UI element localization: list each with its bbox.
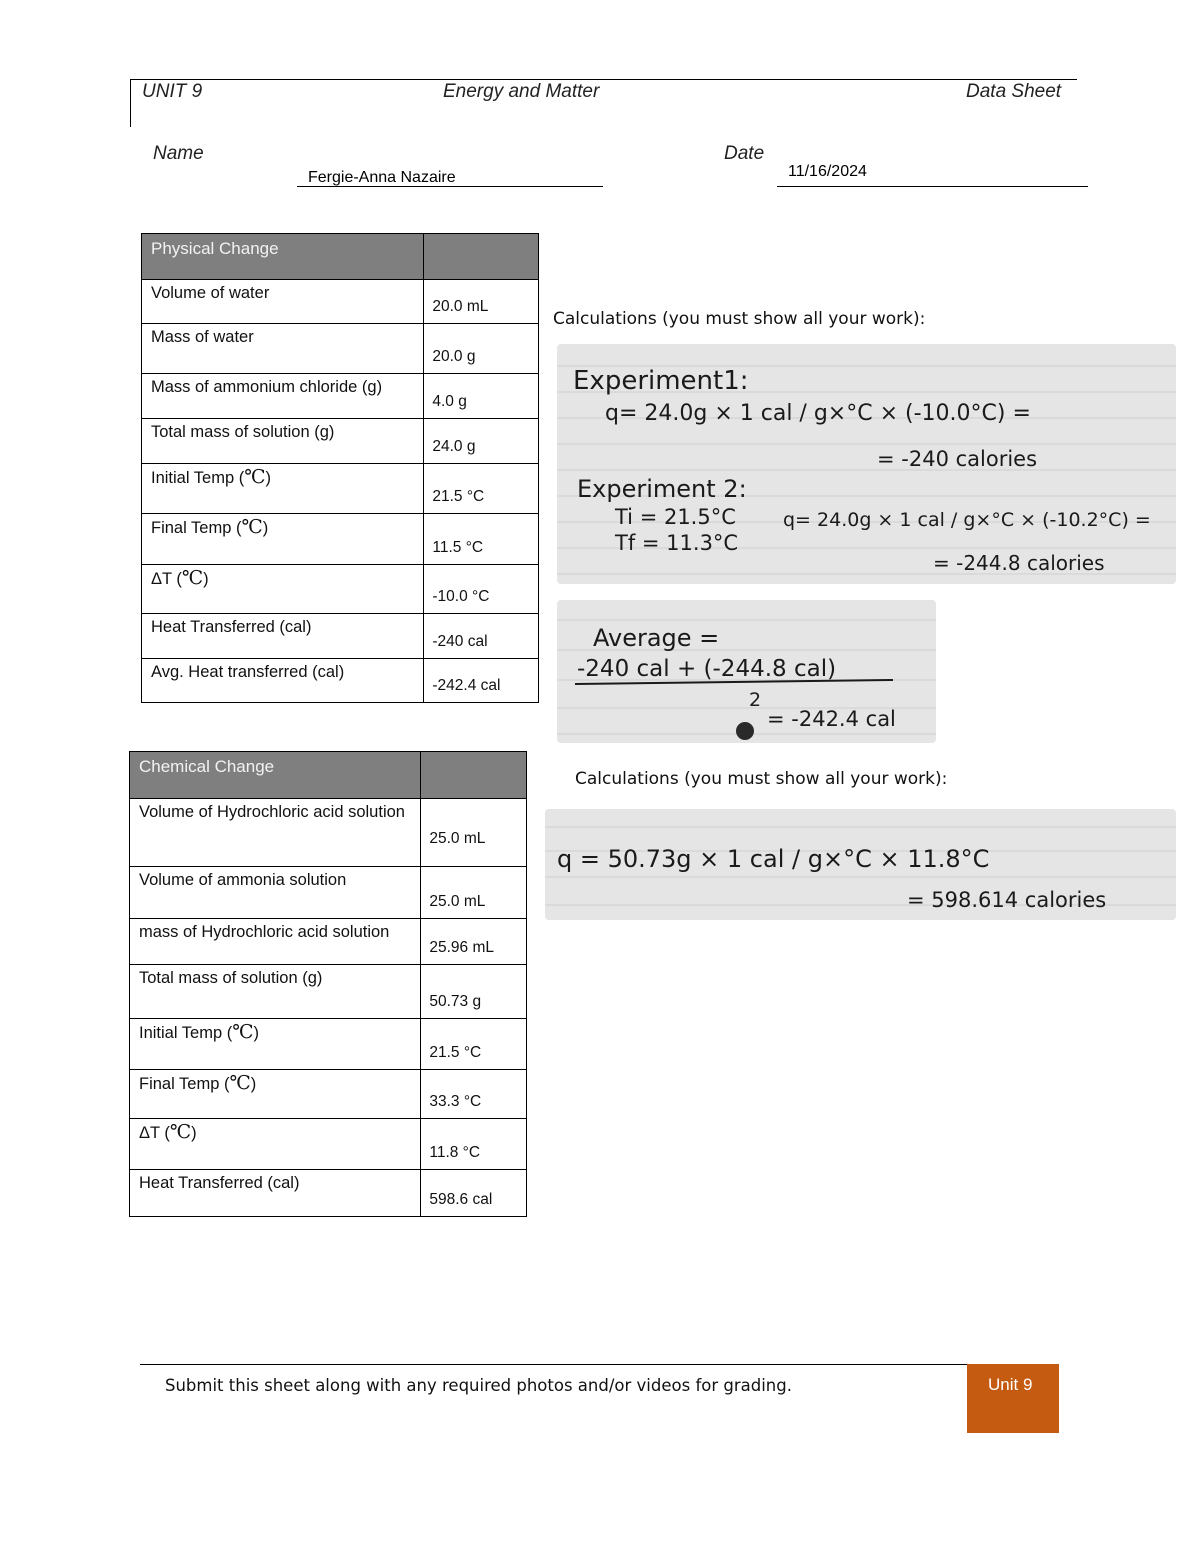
row-value: -10.0 °C bbox=[432, 588, 490, 605]
row-value-cell[interactable] bbox=[424, 514, 539, 565]
row-value: 50.73 g bbox=[429, 993, 482, 1010]
row-value-cell[interactable] bbox=[424, 614, 539, 659]
hw-chem-eq: q = 50.73g × 1 cal / g×°C × 11.8°C bbox=[557, 845, 990, 873]
date-label: Date bbox=[724, 143, 765, 164]
row-value: -240 cal bbox=[432, 633, 488, 650]
hw-exp2-result: = -244.8 calories bbox=[933, 551, 1105, 575]
physical-title: Physical Change bbox=[151, 239, 279, 258]
row-label: Initial Temp (℃) bbox=[139, 1021, 259, 1043]
table-row bbox=[130, 1170, 527, 1217]
table-header-cell bbox=[142, 234, 424, 280]
hw-exp2-ti: Ti = 21.5°C bbox=[615, 505, 736, 529]
date-value[interactable]: 11/16/2024 bbox=[788, 163, 867, 180]
footer-text: Submit this sheet along with any required photos and/or videos for grading. bbox=[165, 1376, 792, 1395]
table-header-cell bbox=[130, 752, 421, 799]
table-row bbox=[142, 614, 539, 659]
table-row bbox=[142, 324, 539, 374]
row-value-cell[interactable] bbox=[421, 1019, 527, 1070]
name-underline bbox=[297, 186, 603, 187]
table-row bbox=[142, 514, 539, 565]
row-value: 25.96 mL bbox=[429, 939, 494, 956]
row-label: Initial Temp (℃) bbox=[151, 466, 271, 488]
row-label-cell bbox=[130, 965, 421, 1019]
name-value[interactable]: Fergie-Anna Nazaire bbox=[308, 169, 456, 186]
table-row bbox=[130, 1070, 527, 1119]
hw-exp2-tf: Tf = 11.3°C bbox=[615, 531, 739, 555]
hw-avg-div: 2 bbox=[749, 689, 762, 711]
table-header-row bbox=[130, 752, 527, 799]
row-label: Avg. Heat transferred (cal) bbox=[151, 663, 345, 681]
table-row bbox=[142, 419, 539, 464]
row-value-cell[interactable] bbox=[424, 565, 539, 614]
calc-label-physical: Calculations (you must show all your work): bbox=[553, 309, 926, 329]
row-value: 20.0 mL bbox=[432, 298, 489, 315]
handwritten-work-photo-1 bbox=[557, 344, 1176, 584]
hw-chem-result: = 598.614 calories bbox=[907, 888, 1107, 912]
table-header-cell bbox=[421, 752, 527, 799]
unit-badge bbox=[967, 1364, 1059, 1433]
row-value: 20.0 g bbox=[432, 348, 476, 365]
row-label-cell bbox=[142, 419, 424, 464]
table-row bbox=[142, 659, 539, 703]
row-label-cell bbox=[142, 374, 424, 419]
table-row bbox=[130, 1119, 527, 1170]
table-row bbox=[130, 799, 527, 867]
row-label-cell bbox=[130, 867, 421, 919]
row-value: 25.0 mL bbox=[429, 893, 486, 910]
row-value: 11.5 °C bbox=[432, 539, 484, 556]
row-value-cell[interactable] bbox=[424, 659, 539, 703]
chemical-title: Chemical Change bbox=[139, 757, 275, 776]
hw-exp1-title: Experiment1: bbox=[573, 366, 749, 396]
row-label-cell bbox=[142, 464, 424, 514]
table-row bbox=[130, 965, 527, 1019]
calc-label-chemical: Calculations (you must show all your work): bbox=[575, 769, 948, 789]
row-label: Volume of ammonia solution bbox=[139, 871, 347, 889]
hw-exp1-result: = -240 calories bbox=[877, 447, 1038, 471]
row-label-cell bbox=[142, 659, 424, 703]
row-label: mass of Hydrochloric acid solution bbox=[139, 923, 390, 941]
table-row bbox=[130, 1019, 527, 1070]
row-label: Heat Transferred (cal) bbox=[151, 618, 312, 636]
row-label: Volume of water bbox=[151, 284, 270, 302]
row-label: Final Temp (℃) bbox=[151, 516, 269, 538]
row-value: 33.3 °C bbox=[429, 1093, 482, 1110]
table-row bbox=[130, 867, 527, 919]
row-value-cell[interactable] bbox=[421, 799, 527, 867]
row-label: ΔT (℃) bbox=[151, 567, 209, 589]
row-value-cell[interactable] bbox=[424, 464, 539, 514]
hw-exp2-title: Experiment 2: bbox=[577, 475, 747, 503]
row-value-cell[interactable] bbox=[421, 867, 527, 919]
row-label-cell bbox=[130, 1019, 421, 1070]
row-label: Total mass of solution (g) bbox=[151, 423, 335, 441]
unit-badge-label: Unit 9 bbox=[988, 1375, 1033, 1394]
row-label-cell bbox=[130, 919, 421, 965]
table-row bbox=[142, 374, 539, 419]
footer-rule bbox=[140, 1364, 968, 1365]
row-value: 11.8 °C bbox=[429, 1144, 481, 1161]
row-label-cell bbox=[142, 514, 424, 565]
name-label: Name bbox=[153, 143, 204, 164]
row-label-cell bbox=[130, 799, 421, 867]
hw-exp1-eq: q= 24.0g × 1 cal / g×°C × (-10.0°C) = bbox=[605, 401, 1031, 426]
header-left-bar bbox=[130, 79, 131, 127]
row-label: Heat Transferred (cal) bbox=[139, 1174, 300, 1192]
row-label: Total mass of solution (g) bbox=[139, 969, 323, 987]
header-sheet: Data Sheet bbox=[966, 81, 1062, 102]
header-title: Energy and Matter bbox=[443, 81, 600, 102]
date-underline bbox=[777, 186, 1088, 187]
row-label-cell bbox=[142, 565, 424, 614]
scribble-mark bbox=[736, 722, 754, 740]
hw-avg-title: Average = bbox=[593, 624, 720, 652]
table-row bbox=[142, 280, 539, 324]
row-value: 21.5 °C bbox=[432, 488, 485, 505]
row-label: ΔT (℃) bbox=[139, 1121, 197, 1143]
row-value-cell[interactable] bbox=[424, 419, 539, 464]
header-unit: UNIT 9 bbox=[142, 81, 203, 102]
row-label-cell bbox=[130, 1070, 421, 1119]
row-value: 24.0 g bbox=[432, 438, 476, 455]
row-value-cell[interactable] bbox=[424, 280, 539, 324]
row-value-cell[interactable] bbox=[421, 1170, 527, 1217]
row-value-cell[interactable] bbox=[421, 965, 527, 1019]
row-value-cell[interactable] bbox=[424, 374, 539, 419]
chemical-change-table bbox=[129, 751, 527, 1217]
row-value: -242.4 cal bbox=[432, 677, 501, 694]
row-value-cell[interactable] bbox=[421, 1119, 527, 1170]
hw-avg-result: = -242.4 cal bbox=[767, 707, 896, 731]
row-value: 598.6 cal bbox=[429, 1191, 493, 1208]
table-header-row bbox=[142, 234, 539, 280]
table-row bbox=[142, 464, 539, 514]
handwritten-work-photo-3 bbox=[545, 809, 1176, 920]
row-value-cell[interactable] bbox=[421, 1070, 527, 1119]
row-label-cell bbox=[130, 1170, 421, 1217]
row-value-cell[interactable] bbox=[424, 324, 539, 374]
row-label: Volume of Hydrochloric acid solution bbox=[139, 803, 405, 821]
row-label-cell bbox=[142, 614, 424, 659]
row-value-cell[interactable] bbox=[421, 919, 527, 965]
handwritten-work-photo-2 bbox=[557, 600, 936, 743]
table-row bbox=[130, 919, 527, 965]
row-label: Mass of water bbox=[151, 328, 254, 346]
table-header-cell bbox=[424, 234, 539, 280]
row-value: 4.0 g bbox=[432, 393, 467, 410]
row-label: Final Temp (℃) bbox=[139, 1072, 257, 1094]
row-label-cell bbox=[130, 1119, 421, 1170]
hw-exp2-eq: q= 24.0g × 1 cal / g×°C × (-10.2°C) = bbox=[783, 509, 1151, 531]
row-label-cell bbox=[142, 280, 424, 324]
table-row bbox=[142, 565, 539, 614]
row-label: Mass of ammonium chloride (g) bbox=[151, 378, 383, 396]
physical-change-table bbox=[141, 233, 539, 703]
hw-avg-eq: -240 cal + (-244.8 cal) bbox=[577, 656, 837, 682]
row-value: 21.5 °C bbox=[429, 1044, 482, 1061]
header-rule bbox=[130, 79, 1077, 80]
row-value: 25.0 mL bbox=[429, 830, 486, 847]
row-label-cell bbox=[142, 324, 424, 374]
